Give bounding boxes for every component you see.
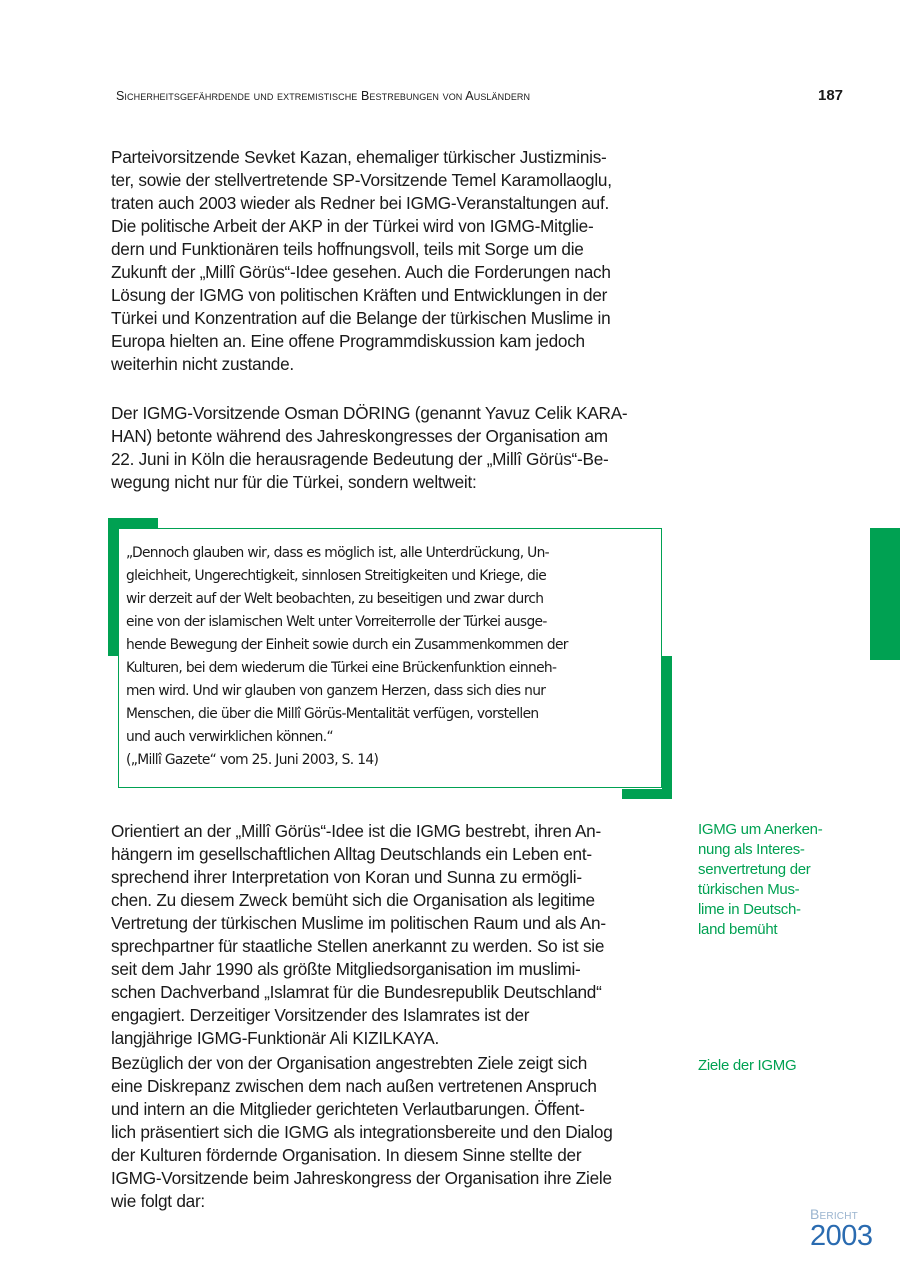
quote-accent-right	[662, 656, 672, 799]
chapter-tab-marker	[870, 528, 900, 660]
margin-note-line: lime in Deutsch-	[698, 901, 801, 918]
text-line: dern und Funktionären teils hoffnungsvoll, teils mit Sorge um die	[111, 239, 584, 259]
text-line: Lösung der IGMG von politischen Kräften und Entwicklungen in der	[111, 285, 608, 305]
quote-line: wir derzeit auf der Welt beobachten, zu beseitigen und zwar durch	[126, 591, 544, 607]
text-line: hängern im gesellschaftlichen Alltag Deutschlands ein Leben ent-	[111, 844, 592, 864]
margin-note-line: nung als Interes-	[698, 841, 805, 858]
text-line: weiterhin nicht zustande.	[111, 354, 294, 374]
block-quote	[126, 542, 625, 772]
page-number: 187	[818, 87, 844, 104]
text-line: engagiert. Derzeitiger Vorsitzender des Islamrates ist der	[111, 1005, 530, 1025]
report-logo	[810, 1207, 873, 1251]
text-line: chen. Zu diesem Zweck bemüht sich die Organisation als legitime	[111, 890, 595, 910]
text-line: schen Dachverband „Islamrat für die Bundesrepublik Deutschland“	[111, 982, 602, 1002]
quote-line: Kulturen, bei dem wiederum die Türkei eine Brückenfunktion einneh-	[126, 660, 557, 676]
text-line: wie folgt dar:	[111, 1191, 205, 1211]
paragraph-3	[111, 820, 671, 1050]
margin-note-line: IGMG um Anerken-	[698, 821, 823, 838]
text-line: 22. Juni in Köln die herausragende Bedeutung der „Millî Görüs“-Be-	[111, 449, 609, 469]
text-line: Orientiert an der „Millî Görüs“-Idee ist die IGMG bestrebt, ihren An-	[111, 821, 601, 841]
quote-accent-top	[108, 518, 158, 528]
quote-accent-left	[108, 518, 118, 656]
paragraph-1	[111, 146, 671, 376]
text-line: Zukunft der „Millî Görüs“-Idee gesehen. Auch die Forderungen nach	[111, 262, 611, 282]
text-line: eine Diskrepanz zwischen dem nach außen vertretenen Anspruch	[111, 1076, 597, 1096]
margin-note-recognition	[698, 820, 858, 940]
quote-source: („Millî Gazete“ vom 25. Juni 2003, S. 14)	[126, 752, 379, 768]
text-line: Der IGMG-Vorsitzende Osman DÖRING (genannt Yavuz Celik KARA-	[111, 403, 628, 423]
quote-accent-bottom	[622, 789, 672, 799]
text-line: Parteivorsitzende Sevket Kazan, ehemaliger türkischer Justizminis-	[111, 147, 607, 167]
text-line: der Kulturen fördernde Organisation. In diesem Sinne stellte der	[111, 1145, 582, 1165]
margin-note-line: senvertretung der	[698, 861, 811, 878]
quote-line: gleichheit, Ungerechtigkeit, sinnlosen Streitigkeiten und Kriege, die	[126, 568, 547, 584]
margin-note-line: türkischen Mus-	[698, 881, 800, 898]
text-line: ter, sowie der stellvertretende SP-Vorsitzende Temel Karamollaoglu,	[111, 170, 612, 190]
text-line: wegung nicht nur für die Türkei, sondern weltweit:	[111, 472, 477, 492]
text-line: seit dem Jahr 1990 als größte Mitgliedsorganisation im muslimi-	[111, 959, 581, 979]
text-line: langjährige IGMG-Funktionär Ali KIZILKAYA.	[111, 1028, 439, 1048]
header-title: Sicherheitsgefährdende und extremistische Bestrebungen von Ausländern	[116, 89, 531, 103]
text-line: Bezüglich der von der Organisation angestrebten Ziele zeigt sich	[111, 1053, 588, 1073]
text-line: sprechpartner für staatliche Stellen anerkannt zu werden. So ist sie	[111, 936, 605, 956]
text-line: IGMG-Vorsitzende beim Jahreskongress der Organisation ihre Ziele	[111, 1168, 612, 1188]
report-logo-year: 2003	[810, 1220, 873, 1252]
text-line: und intern an die Mitglieder gerichteten Verlautbarungen. Öffent-	[111, 1099, 585, 1119]
paragraph-2	[111, 402, 671, 494]
quote-line: hende Bewegung der Einheit sowie durch ein Zusammenkommen der	[126, 637, 568, 653]
text-line: Türkei und Konzentration auf die Belange der türkischen Muslime in	[111, 308, 611, 328]
quote-line: und auch verwirklichen können.“	[126, 729, 333, 745]
margin-note-line: land bemüht	[698, 921, 778, 938]
report-logo-word: Bericht	[810, 1206, 858, 1222]
paragraph-4	[111, 1052, 671, 1213]
text-line: HAN) betonte während des Jahreskongresses der Organisation am	[111, 426, 608, 446]
margin-note-line: Ziele der IGMG	[698, 1057, 797, 1074]
text-line: Die politische Arbeit der AKP in der Türkei wird von IGMG-Mitglie-	[111, 216, 594, 236]
text-line: Vertretung der türkischen Muslime im politischen Raum und als An-	[111, 913, 606, 933]
running-header	[116, 89, 530, 103]
quote-line: eine von der islamischen Welt unter Vorreiterrolle der Türkei ausge-	[126, 614, 547, 630]
margin-note-goals	[698, 1056, 858, 1076]
text-line: sprechend ihrer Interpretation von Koran und Sunna zu ermögli-	[111, 867, 582, 887]
text-line: Europa hielten an. Eine offene Programmdiskussion kam jedoch	[111, 331, 585, 351]
quote-line: „Dennoch glauben wir, dass es möglich ist, alle Unterdrückung, Un-	[126, 545, 549, 561]
quote-line: men wird. Und wir glauben von ganzem Herzen, dass sich dies nur	[126, 683, 546, 699]
text-line: traten auch 2003 wieder als Redner bei IGMG-Veranstaltungen auf.	[111, 193, 610, 213]
quote-line: Menschen, die über die Millî Görüs-Mentalität verfügen, vorstellen	[126, 706, 539, 722]
text-line: lich präsentiert sich die IGMG als integrationsbereite und den Dialog	[111, 1122, 613, 1142]
